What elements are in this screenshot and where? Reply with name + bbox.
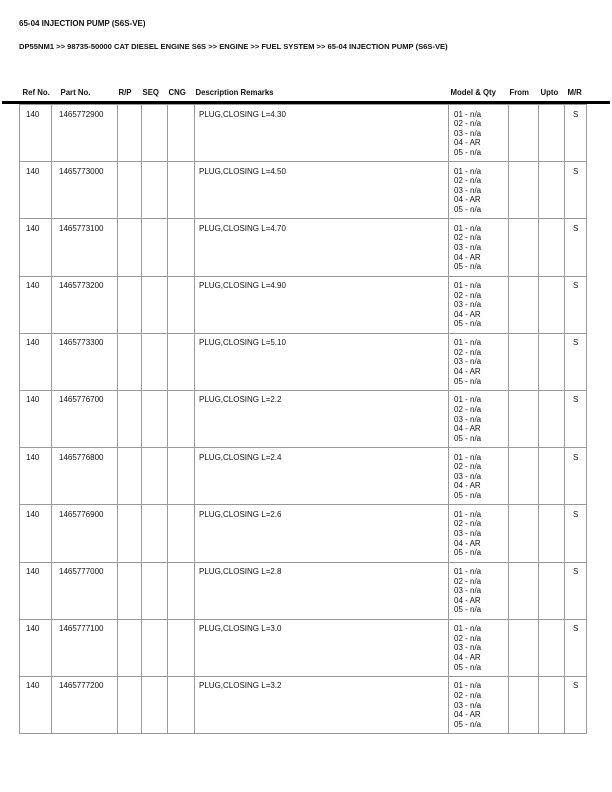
upto-cell [539,676,565,733]
part-no-cell: 1465776800 [52,448,118,505]
cng-cell [168,676,195,733]
model-qty-line: 03 - n/a [454,414,482,424]
part-no-cell: 1465773200 [52,276,118,333]
model-qty-line: 05 - n/a [454,205,482,215]
model-qty-cell [449,562,509,619]
model-qty-cell [449,448,509,505]
upto-cell [539,505,565,562]
model-qty-line: 03 - n/a [454,700,482,710]
breadcrumb: DP55NM1 >> 98735-50000 CAT DIESEL ENGINE S6S >> ENGINE >> FUEL SYSTEM >> 65-04 INJECTION PUMP (S6S-VE) [19,42,448,51]
model-qty-cell [449,162,509,219]
model-qty-line: 02 - n/a [454,405,482,415]
rp-cell [118,390,142,447]
column-header-rp: R/P [118,88,132,97]
model-qty-line: 01 - n/a [454,395,482,405]
description-cell: PLUG,CLOSING L=3.0 [195,619,449,676]
cng-cell [168,562,195,619]
table-row [20,390,587,447]
part-no-cell: 1465776700 [52,390,118,447]
column-header-mr: M/R [567,88,582,97]
description-cell: PLUG,CLOSING L=4.90 [195,276,449,333]
mr-cell: S [565,219,587,276]
rp-cell [118,619,142,676]
model-qty-line: 01 - n/a [454,338,482,348]
table-row [20,505,587,562]
column-header-model-qty: Model & Qty [450,88,496,97]
mr-cell: S [565,162,587,219]
model-qty-line: 05 - n/a [454,376,482,386]
part-no-cell: 1465773300 [52,333,118,390]
parts-table-body [20,105,587,734]
ref-no-cell: 140 [20,619,52,676]
ref-no-cell: 140 [20,333,52,390]
model-qty-line: 01 - n/a [454,624,482,634]
model-qty-cell [449,333,509,390]
from-cell [509,448,539,505]
upto-cell [539,333,565,390]
column-header-cng: CNG [168,88,186,97]
part-no-cell: 1465777100 [52,619,118,676]
table-row [20,676,587,733]
description-cell: PLUG,CLOSING L=5.10 [195,333,449,390]
mr-cell: S [565,448,587,505]
cng-cell [168,333,195,390]
seq-cell [142,562,168,619]
model-qty-line: 01 - n/a [454,166,482,176]
model-qty-line: 03 - n/a [454,357,482,367]
description-cell: PLUG,CLOSING L=4.50 [195,162,449,219]
seq-cell [142,219,168,276]
part-no-cell: 1465777000 [52,562,118,619]
mr-cell: S [565,276,587,333]
seq-cell [142,448,168,505]
model-qty-line: 01 - n/a [454,223,482,233]
from-cell [509,333,539,390]
model-qty-cell [449,619,509,676]
from-cell [509,276,539,333]
model-qty-line: 03 - n/a [454,243,482,253]
column-header-ref-no: Ref No. [22,88,50,97]
model-qty-line: 01 - n/a [454,452,482,462]
description-cell: PLUG,CLOSING L=4.70 [195,219,449,276]
ref-no-cell: 140 [20,276,52,333]
model-qty-line: 02 - n/a [454,347,482,357]
table-row [20,105,587,162]
description-cell: PLUG,CLOSING L=3.2 [195,676,449,733]
model-qty-line: 05 - n/a [454,319,482,329]
mr-cell: S [565,562,587,619]
ref-no-cell: 140 [20,448,52,505]
column-header-from: From [509,88,529,97]
model-qty-line: 01 - n/a [454,567,482,576]
model-qty-cell [449,676,509,733]
ref-no-cell: 140 [20,105,52,162]
from-cell [509,162,539,219]
seq-cell [142,276,168,333]
ref-no-cell: 140 [20,162,52,219]
part-no-cell: 1465777200 [52,676,118,733]
model-qty-line: 05 - n/a [454,433,482,443]
mr-cell: S [565,676,587,733]
rp-cell [118,505,142,562]
model-qty-line: 02 - n/a [454,233,482,243]
model-qty-line: 04 - AR [454,195,481,205]
model-qty-line: 02 - n/a [454,519,482,529]
part-no-cell: 1465776900 [52,505,118,562]
model-qty-line: 01 - n/a [454,281,482,291]
part-no-cell: 1465773100 [52,219,118,276]
model-qty-line: 04 - AR [454,538,481,548]
part-no-cell: 1465772900 [52,105,118,162]
rp-cell [118,676,142,733]
model-qty-line: 02 - n/a [454,633,482,643]
seq-cell [142,619,168,676]
description-cell: PLUG,CLOSING L=2.6 [195,505,449,562]
cng-cell [168,448,195,505]
cng-cell [168,219,195,276]
from-cell [509,562,539,619]
model-qty-line: 05 - n/a [454,262,482,272]
model-qty-cell [449,105,509,162]
table-row [20,333,587,390]
cng-cell [168,390,195,447]
model-qty-line: 03 - n/a [454,529,482,538]
from-cell [509,390,539,447]
rp-cell [118,276,142,333]
model-qty-cell [449,390,509,447]
seq-cell [142,676,168,733]
from-cell [509,105,539,162]
model-qty-line: 02 - n/a [454,119,482,129]
seq-cell [142,333,168,390]
model-qty-line: 04 - AR [454,252,481,262]
table-row [20,562,587,619]
table-row [20,619,587,676]
description-cell: PLUG,CLOSING L=4.30 [195,105,449,162]
model-qty-line: 05 - n/a [454,147,482,157]
seq-cell [142,505,168,562]
model-qty-line: 04 - AR [454,424,481,434]
ref-no-cell: 140 [20,562,52,619]
model-qty-line: 05 - n/a [454,491,482,500]
model-qty-cell [449,276,509,333]
column-header-part-no: Part No. [60,88,91,97]
page-title: 65-04 INJECTION PUMP (S6S-VE) [19,19,146,28]
cng-cell [168,105,195,162]
model-qty-line: 01 - n/a [454,681,482,691]
upto-cell [539,162,565,219]
part-no-cell: 1465773000 [52,162,118,219]
rp-cell [118,162,142,219]
from-cell [509,619,539,676]
model-qty-line: 03 - n/a [454,185,482,195]
upto-cell [539,276,565,333]
upto-cell [539,562,565,619]
model-qty-line: 05 - n/a [454,719,482,729]
model-qty-line: 03 - n/a [454,471,482,481]
cng-cell [168,505,195,562]
cng-cell [168,619,195,676]
model-qty-line: 02 - n/a [454,290,482,300]
model-qty-cell [449,219,509,276]
model-qty-line: 02 - n/a [454,690,482,700]
from-cell [509,219,539,276]
seq-cell [142,162,168,219]
model-qty-line: 05 - n/a [454,662,482,672]
model-qty-cell [449,505,509,562]
upto-cell [539,390,565,447]
table-row [20,276,587,333]
model-qty-line: 05 - n/a [454,548,482,558]
upto-cell [539,105,565,162]
cng-cell [168,276,195,333]
model-qty-line: 02 - n/a [454,462,482,472]
model-qty-line: 04 - AR [454,595,481,605]
column-header-description: Description Remarks [195,88,274,97]
mr-cell: S [565,333,587,390]
model-qty-line: 03 - n/a [454,128,482,138]
model-qty-line: 03 - n/a [454,643,482,653]
seq-cell [142,390,168,447]
model-qty-line: 04 - AR [454,652,481,662]
rp-cell [118,448,142,505]
column-header-seq: SEQ [142,88,159,97]
description-cell: PLUG,CLOSING L=2.4 [195,448,449,505]
description-cell: PLUG,CLOSING L=2.2 [195,390,449,447]
model-qty-line: 05 - n/a [454,605,482,615]
upto-cell [539,448,565,505]
model-qty-line: 01 - n/a [454,109,482,119]
upto-cell [539,219,565,276]
ref-no-cell: 140 [20,219,52,276]
column-header-upto: Upto [540,88,559,97]
rp-cell [118,562,142,619]
ref-no-cell: 140 [20,390,52,447]
upto-cell [539,619,565,676]
mr-cell: S [565,505,587,562]
model-qty-line: 02 - n/a [454,176,482,186]
mr-cell: S [565,619,587,676]
model-qty-line: 01 - n/a [454,509,482,519]
model-qty-line: 04 - AR [454,138,481,148]
table-row [20,162,587,219]
model-qty-line: 03 - n/a [454,300,482,310]
model-qty-line: 04 - AR [454,367,481,377]
description-cell: PLUG,CLOSING L=2.8 [195,562,449,619]
table-row [20,448,587,505]
ref-no-cell: 140 [20,676,52,733]
mr-cell: S [565,105,587,162]
model-qty-line: 04 - AR [454,309,481,319]
table-row [20,219,587,276]
from-cell [509,676,539,733]
model-qty-line: 04 - AR [454,710,481,720]
model-qty-line: 03 - n/a [454,586,482,596]
from-cell [509,505,539,562]
model-qty-line: 02 - n/a [454,576,482,586]
seq-cell [142,105,168,162]
model-qty-line: 04 - AR [454,481,481,491]
mr-cell: S [565,390,587,447]
rp-cell [118,333,142,390]
parts-table [19,85,587,734]
ref-no-cell: 140 [20,505,52,562]
rp-cell [118,219,142,276]
rp-cell [118,105,142,162]
cng-cell [168,162,195,219]
header-rule [2,101,610,104]
